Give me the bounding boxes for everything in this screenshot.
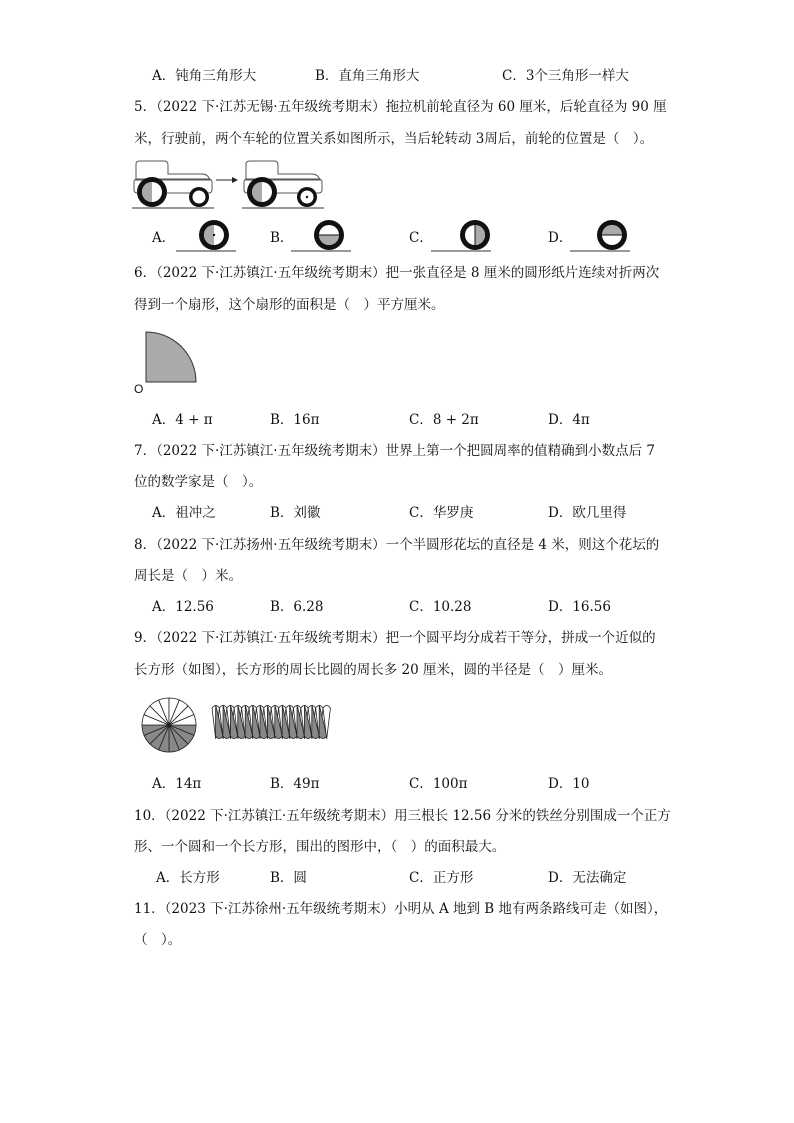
q8-option-d: D．16.56 (548, 599, 611, 615)
q4-option-b: B．直角三角形大 (315, 68, 420, 84)
q5-wheel-d-icon (570, 219, 632, 253)
rearranged-rectangle-figure (210, 703, 334, 743)
q7-text-line2: 位的数学家是（ ）。 (134, 474, 263, 490)
q6-option-b: B．16π (270, 412, 320, 428)
q5-option-d: D． (548, 230, 573, 246)
q9-text-line1: 9．（2022 下·江苏镇江·五年级统考期末）把一个圆平均分成若干等分，拼成一个近似的 (134, 630, 656, 646)
tractor-figure (132, 158, 327, 213)
q5-wheel-c-icon (431, 219, 493, 253)
q5-text-line1: 5．（2022 下·江苏无锡·五年级统考期末）拖拉机前轮直径为 60 厘米，后轮直径为 90 厘 (134, 99, 667, 115)
q8-option-c: C．10.28 (409, 599, 472, 615)
q4-option-a: A．钝角三角形大 (152, 68, 257, 84)
q10-option-a: A．长方形 (156, 870, 220, 886)
q8-text-line2: 周长是（ ）米。 (134, 568, 242, 584)
q9-option-d: D．10 (548, 776, 590, 792)
q8-text-line1: 8．（2022 下·江苏扬州·五年级统考期末）一个半圆形花坛的直径是 4 米，则这个花坛的 (134, 537, 660, 553)
q5-wheel-b-icon (291, 219, 353, 253)
q11-text-line1: 11．（2023 下·江苏徐州·五年级统考期末）小明从 A 地到 B 地有两条路线可走（如图）， (134, 901, 668, 917)
q8-option-b: B．6.28 (270, 599, 324, 615)
q11-text-line2: （ ）。 (134, 932, 182, 948)
q8-option-a: A．12.56 (152, 599, 214, 615)
q10-option-d: D．无法确定 (548, 870, 627, 886)
divided-circle-figure (138, 697, 202, 753)
q7-option-c: C．华罗庚 (409, 505, 474, 521)
quarter-circle-figure (136, 330, 206, 390)
q5-option-c: C． (409, 230, 433, 246)
q6-option-a: A．4 + π (152, 412, 213, 428)
q6-text-line2: 得到一个扇形，这个扇形的面积是（ ）平方厘米。 (134, 297, 445, 313)
q7-option-a: A．祖冲之 (152, 505, 216, 521)
q6-option-c: C．8 + 2π (409, 412, 479, 428)
q9-option-a: A．14π (152, 776, 202, 792)
q9-option-c: C．100π (409, 776, 468, 792)
q5-option-b: B． (270, 230, 294, 246)
q4-option-c: C．3个三角形一样大 (502, 68, 629, 84)
sector-center-label: O (134, 382, 144, 396)
q5-wheel-a-icon (176, 219, 238, 253)
q6-option-d: D．4π (548, 412, 590, 428)
q10-option-b: B．圆 (270, 870, 307, 886)
q7-option-d: D．欧几里得 (548, 505, 627, 521)
q5-text-line2: 米，行驶前，两个车轮的位置关系如图所示，当后轮转动 3周后，前轮的位置是（ ）。 (134, 131, 654, 147)
q10-text-line1: 10．（2022 下·江苏镇江·五年级统考期末）用三根长 12.56 分米的铁丝分别围成一个正方 (134, 808, 671, 824)
q10-text-line2: 形、一个圆和一个长方形，围出的图形中，（ ）的面积最大。 (134, 839, 506, 855)
q7-text-line1: 7．（2022 下·江苏镇江·五年级统考期末）世界上第一个把圆周率的值精确到小数点后 7 (134, 443, 655, 459)
q5-option-a: A． (152, 230, 176, 246)
q9-option-b: B．49π (270, 776, 320, 792)
q9-text-line2: 长方形（如图），长方形的周长比圆的周长多 20 厘米，圆的半径是（ ）厘米。 (134, 662, 613, 678)
q7-option-b: B．刘徽 (270, 505, 321, 521)
q10-option-c: C．正方形 (409, 870, 474, 886)
q6-text-line1: 6．（2022 下·江苏镇江·五年级统考期末）把一张直径是 8 厘米的圆形纸片连续对折两次 (134, 265, 660, 281)
